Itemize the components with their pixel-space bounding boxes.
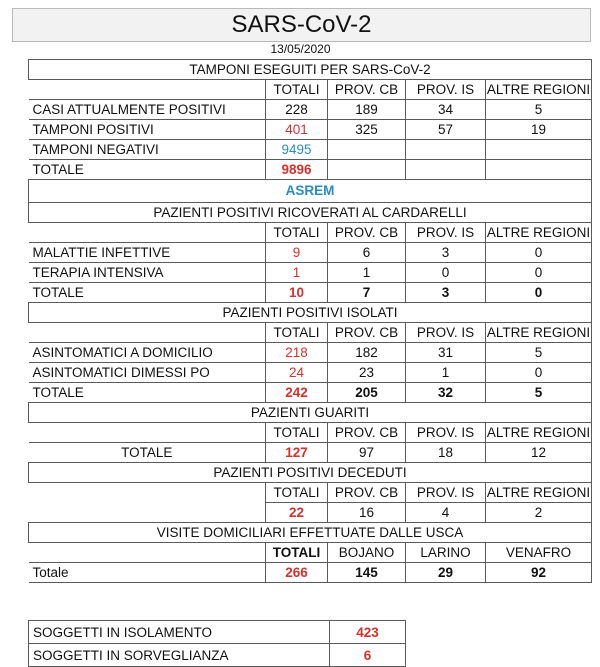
- row-label: Totale: [29, 563, 266, 583]
- cell-prov-cb: 7: [328, 283, 406, 303]
- cell-prov-is: 3: [406, 283, 486, 303]
- header-totali: TOTALI: [266, 543, 328, 563]
- header-prov-is: PROV. IS: [406, 483, 486, 503]
- section-title-usca: VISITE DOMICILIARI EFFETTUATE DALLE USCA: [29, 523, 592, 543]
- cell-altre: 0: [486, 243, 592, 263]
- cell-totali: 9896: [266, 160, 328, 180]
- header-totali: TOTALI: [266, 223, 328, 243]
- header-altre-regioni: ALTRE REGIONI: [486, 223, 592, 243]
- covid-report-table: [28, 59, 592, 583]
- cell-altre: 12: [486, 443, 592, 463]
- cell-altre: 5: [486, 343, 592, 363]
- cell-prov-cb: 6: [328, 243, 406, 263]
- row-label: TAMPONI NEGATIVI: [29, 140, 266, 160]
- cell-prov-cb: 97: [328, 443, 406, 463]
- header-prov-is: PROV. IS: [406, 423, 486, 443]
- section-header-guariti: [29, 403, 592, 423]
- section-title-isolati: PAZIENTI POSITIVI ISOLATI: [29, 303, 592, 323]
- header-totali: TOTALI: [266, 323, 328, 343]
- cell-totali: 127: [266, 443, 328, 463]
- cell-totali: 22: [266, 503, 328, 523]
- header-prov-cb: PROV. CB: [328, 483, 406, 503]
- cell-value: 423: [330, 621, 406, 644]
- header-altre-regioni: ALTRE REGIONI: [486, 423, 592, 443]
- table-row: [29, 383, 592, 403]
- soggetti-table: [28, 620, 406, 667]
- cell-prov-is: 0: [406, 263, 486, 283]
- cell-prov-is: 3: [406, 243, 486, 263]
- section-title-deceduti: PAZIENTI POSITIVI DECEDUTI: [29, 463, 592, 483]
- section-title-ricoverati: PAZIENTI POSITIVI RICOVERATI AL CARDARELLI: [29, 203, 592, 223]
- header-bojano: BOJANO: [328, 543, 406, 563]
- table-row: [29, 621, 406, 644]
- table-row: [29, 140, 592, 160]
- header-prov-cb: PROV. CB: [328, 223, 406, 243]
- header-venafro: VENAFRO: [486, 543, 592, 563]
- section-header-tamponi: [29, 60, 592, 80]
- cell-prov-is: 4: [406, 503, 486, 523]
- section-header-usca: [29, 523, 592, 543]
- cell-prov-cb: 23: [328, 363, 406, 383]
- header-totali: TOTALI: [266, 80, 328, 100]
- cell-prov-cb: 182: [328, 343, 406, 363]
- section-header-ricoverati: [29, 203, 592, 223]
- header-prov-cb: PROV. CB: [328, 323, 406, 343]
- column-header-row: [29, 543, 592, 563]
- row-label: TERAPIA INTENSIVA: [29, 263, 266, 283]
- row-label: SOGGETTI IN SORVEGLIANZA: [29, 644, 330, 667]
- cell-totali: 401: [266, 120, 328, 140]
- cell-larino: 29: [406, 563, 486, 583]
- column-header-row: [29, 223, 592, 243]
- cell-altre: 5: [486, 100, 592, 120]
- cell-totali: 9495: [266, 140, 328, 160]
- cell-totali: 24: [266, 363, 328, 383]
- asrem-row: [29, 180, 592, 203]
- cell-bojano: 145: [328, 563, 406, 583]
- header-altre-regioni: ALTRE REGIONI: [486, 323, 592, 343]
- cell-totali: 218: [266, 343, 328, 363]
- cell-totali: 242: [266, 383, 328, 403]
- header-prov-is: PROV. IS: [406, 80, 486, 100]
- row-label: ASINTOMATICI A DOMICILIO: [29, 343, 266, 363]
- column-header-row: [29, 483, 592, 503]
- cell-prov-cb: 325: [328, 120, 406, 140]
- cell-venafro: 92: [486, 563, 592, 583]
- row-label: SOGGETTI IN ISOLAMENTO: [29, 621, 330, 644]
- table-row: [29, 160, 592, 180]
- row-label: ASINTOMATICI DIMESSI PO: [29, 363, 266, 383]
- header-larino: LARINO: [406, 543, 486, 563]
- header-totali: TOTALI: [266, 423, 328, 443]
- page-title: SARS-CoV-2: [12, 8, 591, 42]
- cell-altre: 0: [486, 363, 592, 383]
- table-row: [29, 100, 592, 120]
- cell-altre: 5: [486, 383, 592, 403]
- header-totali: TOTALI: [266, 483, 328, 503]
- cell-altre: 19: [486, 120, 592, 140]
- cell-totali: 9: [266, 243, 328, 263]
- cell-altre: 2: [486, 503, 592, 523]
- column-header-row: [29, 80, 592, 100]
- row-label: TOTALE: [29, 443, 266, 463]
- table-row: [29, 283, 592, 303]
- column-header-row: [29, 423, 592, 443]
- cell-value: 6: [330, 644, 406, 667]
- header-prov-cb: PROV. CB: [328, 80, 406, 100]
- table-row: [29, 503, 592, 523]
- row-label: CASI ATTUALMENTE POSITIVI: [29, 100, 266, 120]
- row-label: TOTALE: [29, 160, 266, 180]
- table-row: [29, 644, 406, 667]
- column-header-row: [29, 323, 592, 343]
- cell-prov-is: 32: [406, 383, 486, 403]
- cell-prov-cb: 16: [328, 503, 406, 523]
- cell-prov-is: 1: [406, 363, 486, 383]
- section-title-tamponi: TAMPONI ESEGUITI PER SARS-CoV-2: [29, 60, 592, 80]
- cell-prov-is: 31: [406, 343, 486, 363]
- section-title-guariti: PAZIENTI GUARITI: [29, 403, 592, 423]
- asrem-heading: ASREM: [29, 180, 592, 203]
- cell-prov-cb: 1: [328, 263, 406, 283]
- cell-totali: 228: [266, 100, 328, 120]
- table-row: [29, 443, 592, 463]
- cell-totali: 266: [266, 563, 328, 583]
- header-altre-regioni: ALTRE REGIONI: [486, 80, 592, 100]
- table-row: [29, 563, 592, 583]
- row-label: TOTALE: [29, 383, 266, 403]
- section-header-deceduti: [29, 463, 592, 483]
- table-row: [29, 243, 592, 263]
- header-prov-cb: PROV. CB: [328, 423, 406, 443]
- table-row: [29, 343, 592, 363]
- report-date: 13/05/2020: [270, 42, 331, 56]
- header-prov-is: PROV. IS: [406, 223, 486, 243]
- cell-prov-is: 34: [406, 100, 486, 120]
- table-row: [29, 263, 592, 283]
- section-header-isolati: [29, 303, 592, 323]
- cell-prov-cb: 205: [328, 383, 406, 403]
- row-label: TAMPONI POSITIVI: [29, 120, 266, 140]
- header-prov-is: PROV. IS: [406, 323, 486, 343]
- table-row: [29, 363, 592, 383]
- row-label: TOTALE: [29, 283, 266, 303]
- cell-totali: 10: [266, 283, 328, 303]
- cell-prov-is: 18: [406, 443, 486, 463]
- row-label: MALATTIE INFETTIVE: [29, 243, 266, 263]
- table-row: [29, 120, 592, 140]
- cell-prov-is: 57: [406, 120, 486, 140]
- cell-totali: 1: [266, 263, 328, 283]
- cell-prov-cb: 189: [328, 100, 406, 120]
- cell-altre: 0: [486, 263, 592, 283]
- header-altre-regioni: ALTRE REGIONI: [486, 483, 592, 503]
- cell-altre: 0: [486, 283, 592, 303]
